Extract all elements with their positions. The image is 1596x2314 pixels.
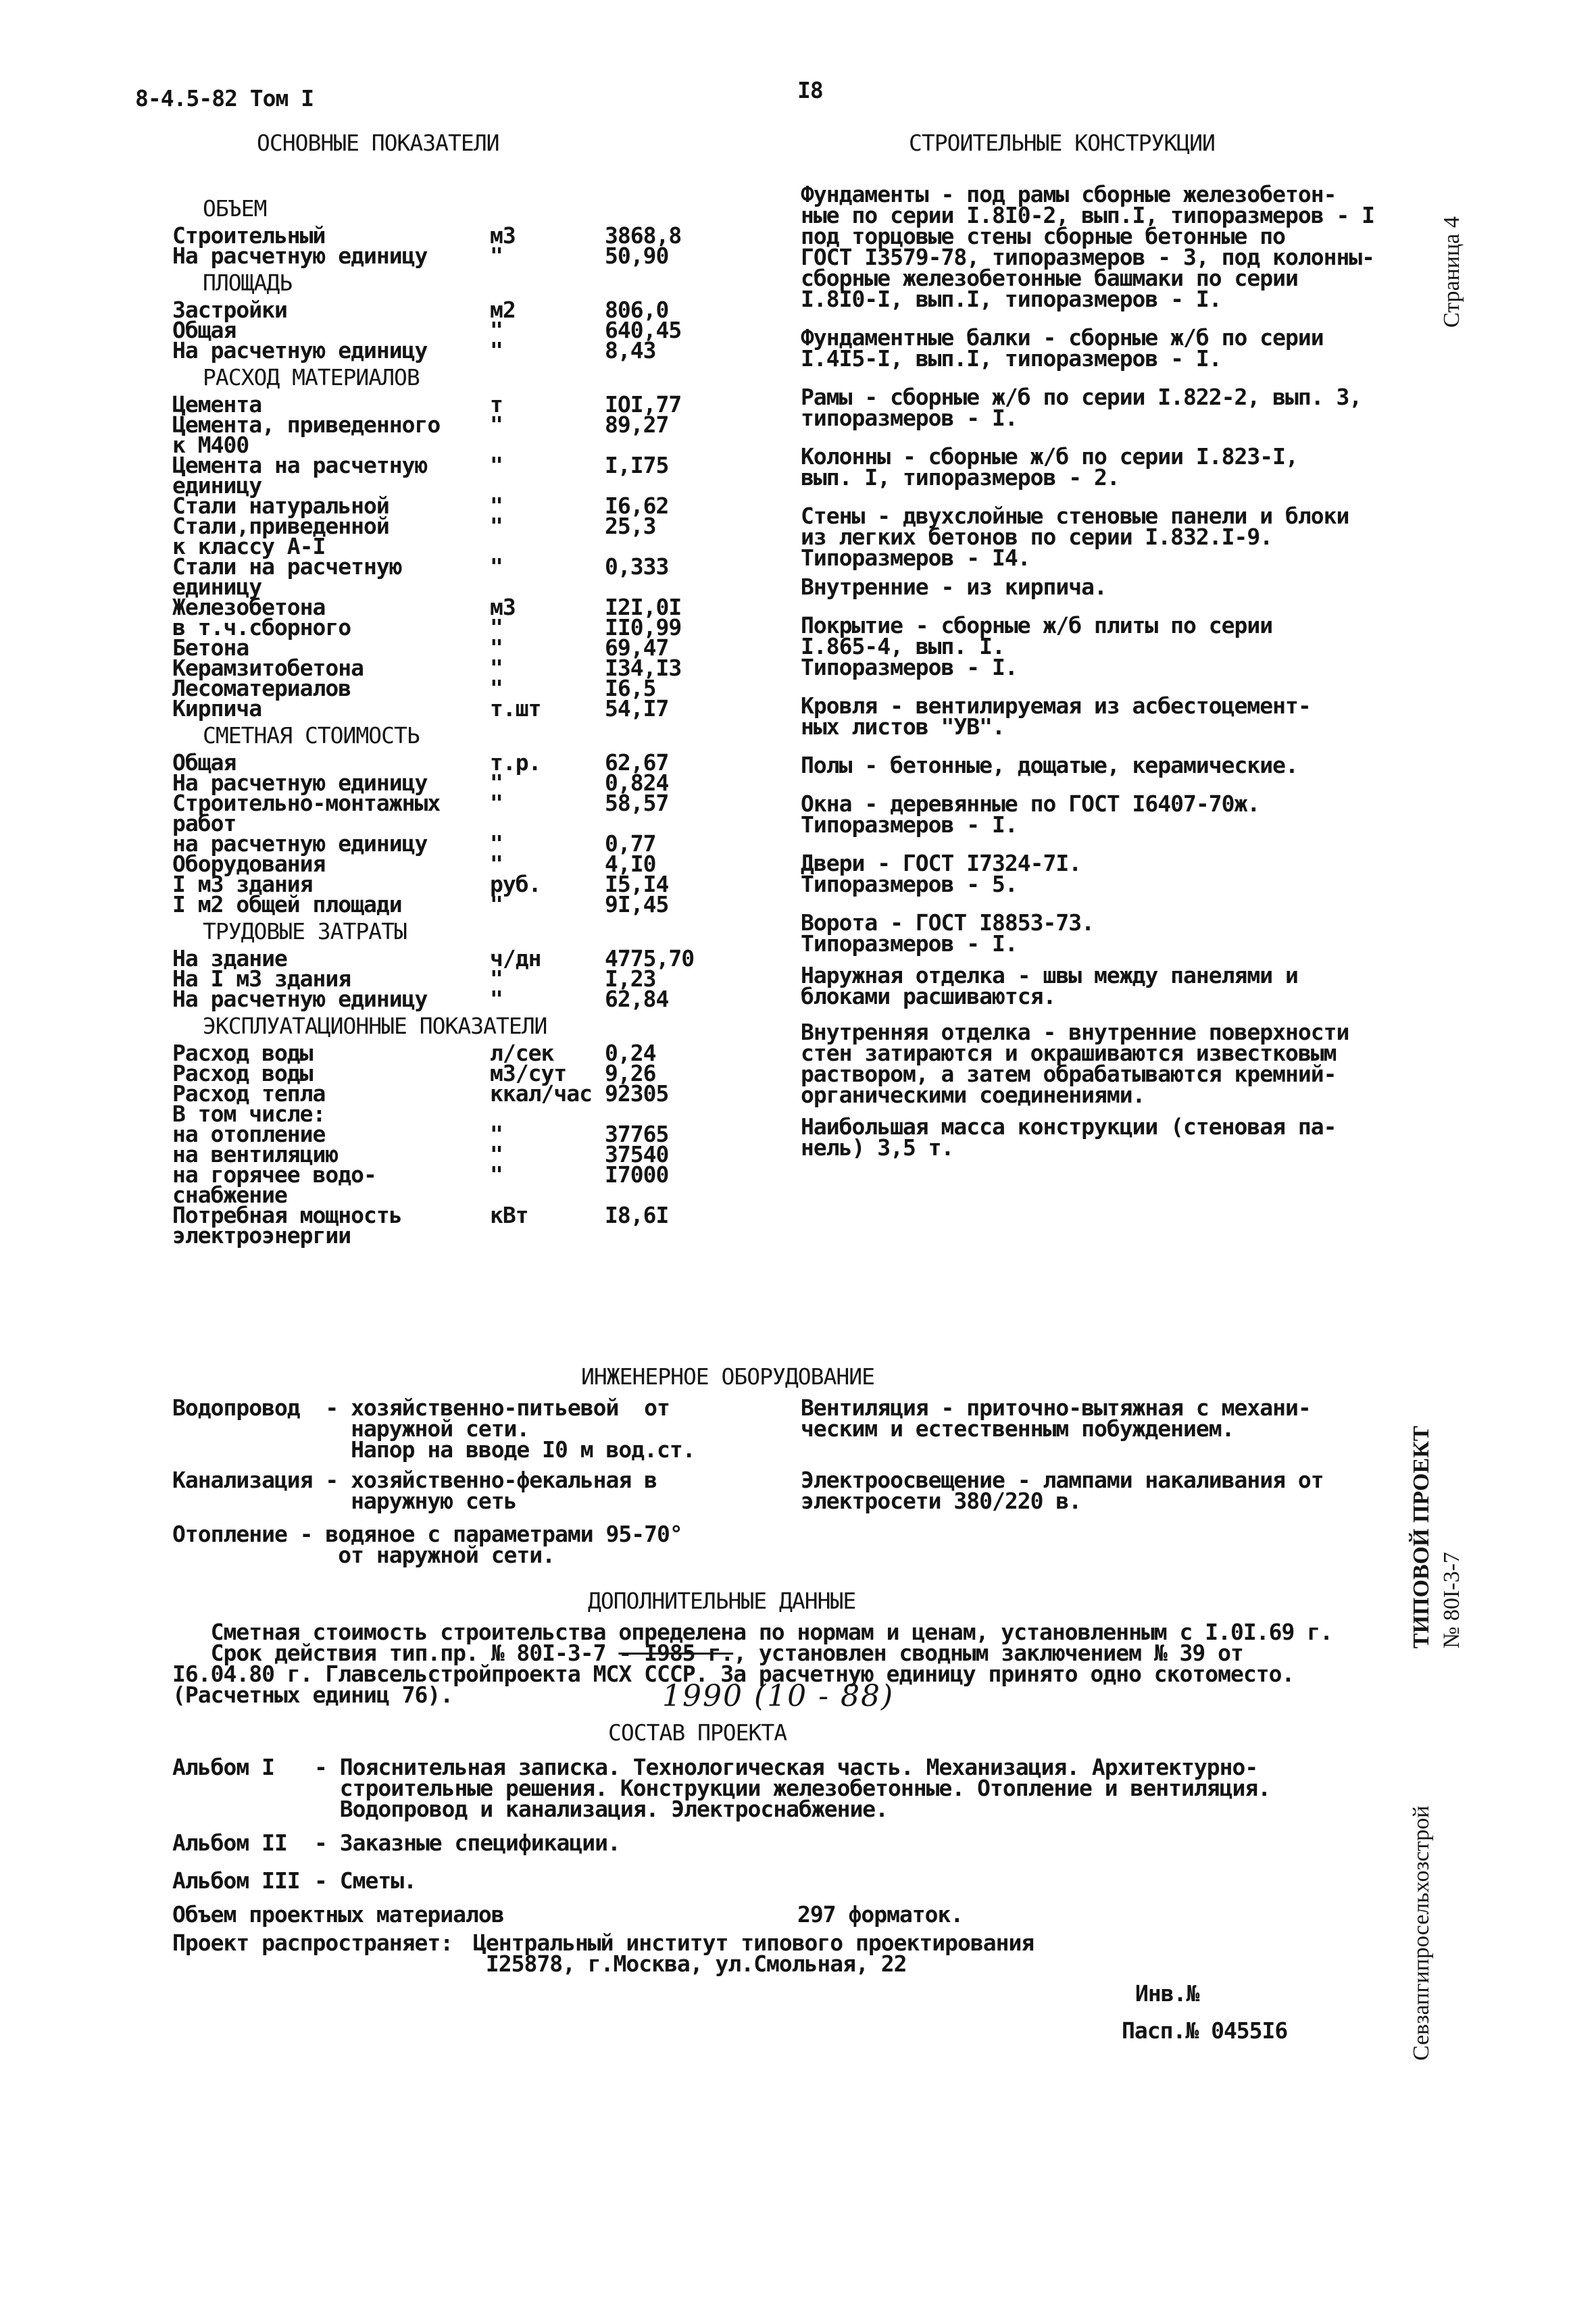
album-2-name: Альбом II — [172, 1830, 287, 1856]
indicator-unit: т.шт — [490, 695, 541, 722]
indicator-label: Оборудования — [172, 851, 326, 877]
indicator-row — [172, 557, 694, 597]
constructions-list — [801, 181, 1409, 1161]
indicator-unit: " — [490, 411, 503, 438]
indicator-value: 62,84 — [605, 986, 669, 1012]
additional-line-1: Сметная стоимость строительства определена по нормам и ценам, установленным с I.0I.69 г. — [172, 1619, 1332, 1645]
indicator-unit: " — [490, 770, 503, 796]
indicator-row — [172, 793, 694, 834]
indicator-row — [172, 1205, 694, 1246]
indicator-unit: " — [490, 851, 503, 877]
indicator-label: Лесоматериалов — [172, 675, 351, 701]
margin-page-label: Страница 4 — [1439, 216, 1464, 328]
indicator-value: 806,0 — [605, 297, 669, 323]
indicator-unit: м3 — [490, 222, 516, 249]
indicator-label: на отопление — [172, 1121, 326, 1147]
indicator-label: Кирпича — [172, 695, 262, 722]
indicator-value: 54,I7 — [605, 695, 669, 722]
indicator-value: 640,45 — [605, 317, 682, 343]
indicator-value: 8,43 — [605, 337, 656, 363]
section-heading: СМЕТНАЯ СТОИМОСТЬ — [203, 722, 420, 749]
indicator-label: Цемента на расчетную единицу — [172, 452, 428, 499]
document-code: 8-4.5-82 Том I — [135, 85, 314, 111]
additional-title: ДОПОЛНИТЕЛЬНЫЕ ДАННЫЕ — [588, 1588, 856, 1614]
eng-sewerage: Канализация - хозяйственно-фекальная в наружную сеть — [172, 1467, 657, 1514]
construction-item: Фундаменты - под рамы сборные железобетон- ные по серии I.8I0-2, вып.I, типоразмеров - I под торцовые стены сборные бетонные по ГОСТ I3579-78, типоразмеров - 3, под колонны- сборные железобетонные башмаки по серии I.8I0-I, вып.I, типоразмеров - I. — [801, 181, 1375, 312]
indicator-unit: " — [490, 317, 503, 343]
indicator-value: I2I,0I — [605, 594, 682, 620]
indicator-label: I м2 общей площади — [172, 891, 402, 917]
indicator-label: На здание — [172, 945, 287, 972]
indicator-value: 69,47 — [605, 634, 669, 661]
indicator-value: 92305 — [605, 1080, 669, 1107]
indicator-label: На расчетную единицу — [172, 986, 428, 1012]
engineering-title: ИНЖЕНЕРНОЕ ОБОРУДОВАНИЕ — [581, 1363, 874, 1390]
volume-label: Объем проектных материалов — [172, 1901, 504, 1928]
construction-item: Стены - двухслойные стеновые панели и блоки из легких бетонов по серии I.832.I-9. Типоразмеров - I4. — [801, 503, 1349, 571]
distributor-label: Проект распространяет: — [172, 1930, 453, 1956]
indicator-value: I34,I3 — [605, 655, 682, 681]
indicator-label: Цемента — [172, 391, 262, 418]
volume-value: 297 форматок. — [797, 1901, 964, 1928]
section-heading: ПЛОЩАДЬ — [203, 270, 293, 296]
indicator-value: I7000 — [605, 1161, 669, 1188]
indicators-section-heading — [172, 1009, 694, 1043]
construction-item: Полы - бетонные, дощатые, керамические. — [801, 752, 1298, 778]
indicator-value: 3868,8 — [605, 222, 682, 249]
indicator-unit: " — [490, 634, 503, 661]
indicator-label: на вентиляцию — [172, 1141, 339, 1167]
indicator-value: I6,62 — [605, 493, 669, 519]
indicator-unit: " — [490, 452, 503, 478]
indicator-unit: л/сек — [490, 1040, 554, 1066]
indicator-value: 62,67 — [605, 749, 669, 776]
section-heading: РАСХОД МАТЕРИАЛОВ — [203, 364, 420, 391]
construction-item: Покрытие - сборные ж/б плиты по серии I.865-4, вып. I. Типоразмеров - I. — [801, 612, 1273, 680]
indicator-label: На расчетную единицу — [172, 337, 428, 363]
indicator-row — [172, 895, 694, 915]
eng-heating: Отопление - водяное с параметрами 95-70° от наружной сети. — [172, 1521, 682, 1568]
construction-item: Наибольшая масса конструкции (стеновая па- нель) 3,5 т. — [801, 1113, 1337, 1161]
indicator-value: 0,333 — [605, 553, 669, 580]
indicator-label: Стали натуральной — [172, 493, 389, 519]
indicator-unit: " — [490, 790, 503, 816]
indicator-value: I8,6I — [605, 1202, 669, 1228]
indicator-label: Цемента, приведенного к М400 — [172, 411, 441, 458]
construction-item: Окна - деревянные по ГОСТ I6407-70ж. Типоразмеров - I. — [801, 790, 1260, 838]
eng-lighting: Электроосвещение - лампами накаливания от электросети 380/220 в. — [801, 1467, 1324, 1514]
indicator-value: 37540 — [605, 1141, 669, 1167]
album-3-text: - Сметы. — [314, 1867, 416, 1894]
margin-organization: Севзапгипросельхозстрой — [1409, 1805, 1434, 2061]
margin-project-type: ТИПОВОЙ ПРОЕКТ — [1409, 1426, 1434, 1649]
handwritten-note: 1990 (10 - 88) — [662, 1679, 895, 1713]
indicators-table — [172, 192, 695, 1249]
indicator-unit: ккал/час — [490, 1080, 592, 1107]
indicator-unit: руб. — [490, 871, 541, 897]
construction-item: Внутренние - из кирпича. — [801, 574, 1107, 600]
indicator-value: 4775,70 — [605, 945, 695, 972]
indicator-unit: " — [490, 1141, 503, 1167]
indicator-unit: " — [490, 986, 503, 1012]
indicator-value: I,23 — [605, 965, 656, 992]
indicators-title: ОСНОВНЫЕ ПОКАЗАТЕЛИ — [257, 130, 499, 156]
indicator-label: на расчетную единицу — [172, 830, 428, 857]
indicators-section-heading — [172, 361, 694, 395]
indicator-unit: " — [490, 830, 503, 857]
construction-item: Кровля - вентилируемая из асбестоцемент- ных листов "УВ". — [801, 693, 1311, 740]
indicator-label: на горячее водо- снабжение — [172, 1161, 376, 1208]
indicator-label: I м3 здания — [172, 871, 313, 897]
indicator-label: В том числе: — [172, 1101, 326, 1127]
indicator-label: На расчетную единицу — [172, 243, 428, 269]
indicator-unit: " — [490, 337, 503, 363]
inventory-number: Инв.№ — [1135, 1980, 1199, 2007]
additional-line-4: (Расчетных единиц 76). — [172, 1682, 453, 1708]
indicator-label: Стали на расчетную единицу — [172, 553, 402, 600]
album-3-name: Альбом III — [172, 1867, 300, 1894]
indicator-unit: " — [490, 493, 503, 519]
composition-title: СОСТАВ ПРОЕКТА — [608, 1719, 787, 1746]
indicator-label: Строительно-монтажных работ — [172, 790, 441, 836]
indicators-section-heading — [172, 719, 694, 753]
indicator-value: 0,824 — [605, 770, 669, 796]
indicator-unit: т.р. — [490, 749, 541, 776]
indicator-value: 50,90 — [605, 243, 669, 269]
section-heading: ЭКСПЛУАТАЦИОННЫЕ ПОКАЗАТЕЛИ — [203, 1013, 547, 1039]
indicator-value: I6,5 — [605, 675, 656, 701]
indicator-unit: " — [490, 513, 503, 539]
distributor-address: Центральный институт типового проектирования I25878, г.Москва, ул.Смольная, 22 — [473, 1930, 1034, 1977]
indicators-section-heading — [172, 192, 694, 226]
indicator-value: 37765 — [605, 1121, 669, 1147]
indicator-label: Железобетона — [172, 594, 326, 620]
indicators-section-heading — [172, 266, 694, 300]
indicator-label: Общая — [172, 317, 236, 343]
indicator-unit: " — [490, 891, 503, 917]
indicator-row — [172, 516, 694, 557]
indicator-unit: " — [490, 553, 503, 580]
additional-line-3: I6.04.80 г. Главсельстройпроекта МСХ СССР. За расчетную единицу принято одно скотоместо. — [172, 1661, 1295, 1687]
indicator-label: Потребная мощность электроэнергии — [172, 1202, 402, 1249]
indicator-label: Стали,приведенной к классу А-I — [172, 513, 389, 559]
indicator-row — [172, 415, 694, 455]
indicator-label: Расход воды — [172, 1060, 313, 1086]
indicator-label: На расчетную единицу — [172, 770, 428, 796]
indicator-unit: м3 — [490, 594, 516, 620]
indicator-unit: м3/сут — [490, 1060, 567, 1086]
indicator-unit: кВт — [490, 1202, 528, 1228]
indicator-label: Керамзитобетона — [172, 655, 364, 681]
section-heading: ОБЪЕМ — [203, 195, 267, 222]
indicator-value: 9,26 — [605, 1060, 656, 1086]
indicator-row — [172, 699, 694, 719]
indicator-value: I5,I4 — [605, 871, 669, 897]
indicator-value: II0,99 — [605, 614, 682, 640]
construction-item: Фундаментные балки - сборные ж/б по серии I.4I5-I, вып.I, типоразмеров - I. — [801, 324, 1324, 372]
indicator-unit: " — [490, 1161, 503, 1188]
indicator-label: Строительный — [172, 222, 326, 249]
indicator-unit: " — [490, 965, 503, 992]
constructions-title: СТРОИТЕЛЬНЫЕ КОНСТРУКЦИИ — [909, 130, 1215, 156]
indicators-section-heading — [172, 915, 694, 949]
indicator-value: 89,27 — [605, 411, 669, 438]
eng-water-supply: Водопровод - хозяйственно-питьевой от наружной сети. Напор на вводе I0 м вод.ст. — [172, 1394, 695, 1463]
construction-item: Внутренняя отделка - внутренние поверхности стен затираются и окрашиваются известковым раствором, а затем обрабатываются кремний- органическими соединениями. — [801, 1019, 1349, 1108]
indicator-unit: ч/дн — [490, 945, 541, 972]
construction-item: Колонны - сборные ж/б по серии I.823-I, вып. I, типоразмеров - 2. — [801, 443, 1298, 491]
construction-item: Двери - ГОСТ I7324-7I. Типоразмеров - 5. — [801, 850, 1082, 897]
construction-item: Наружная отделка - швы между панелями и блоками расшиваются. — [801, 962, 1298, 1009]
album-1-name: Альбом I — [172, 1754, 274, 1780]
indicator-row — [172, 1165, 694, 1205]
indicator-label: Расход тепла — [172, 1080, 326, 1107]
indicator-value: 58,57 — [605, 790, 669, 816]
construction-item: Рамы - сборные ж/б по серии I.822-2, вып. 3, типоразмеров - I. — [801, 384, 1362, 431]
album-2-text: - Заказные спецификации. — [314, 1830, 620, 1856]
indicator-unit: т — [490, 391, 503, 418]
eng-ventilation: Вентиляция - приточно-вытяжная с механи- ческим и естественным побуждением. — [801, 1394, 1311, 1442]
margin-project-number: № 80I-3-7 — [1439, 1552, 1464, 1649]
indicator-unit: " — [490, 243, 503, 269]
indicator-label: Застройки — [172, 297, 287, 323]
indicator-row — [172, 455, 694, 496]
indicator-unit: " — [490, 675, 503, 701]
indicator-label: На I м3 здания — [172, 965, 351, 992]
indicator-value: IOI,77 — [605, 391, 682, 418]
additional-line-2: Срок действия тип.пр. № 80I-3-7 - I985 г., установлен сводным заключением № 39 от — [172, 1640, 1243, 1666]
indicator-value: 9I,45 — [605, 891, 669, 917]
indicator-label: в т.ч.сборного — [172, 614, 351, 640]
indicator-value: 0,77 — [605, 830, 656, 857]
construction-item: Ворота - ГОСТ I8853-73. Типоразмеров - I. — [801, 909, 1094, 957]
page-number: I8 — [797, 77, 823, 103]
indicator-value: 25,3 — [605, 513, 656, 539]
indicator-value: 4,I0 — [605, 851, 656, 877]
indicator-label: Расход воды — [172, 1040, 313, 1066]
indicator-unit: " — [490, 655, 503, 681]
indicator-label: Бетона — [172, 634, 249, 661]
indicator-unit: м2 — [490, 297, 516, 323]
indicator-row — [172, 246, 694, 266]
indicator-label: Общая — [172, 749, 236, 776]
indicator-row — [172, 989, 694, 1009]
section-heading: ТРУДОВЫЕ ЗАТРАТЫ — [203, 918, 407, 945]
passport-number: Пасп.№ 0455I6 — [1122, 2017, 1288, 2044]
indicator-row — [172, 341, 694, 361]
indicator-value: I,I75 — [605, 452, 669, 478]
indicator-unit: " — [490, 614, 503, 640]
album-1-text: - Пояснительная записка. Технологическая часть. Механизация. Архитектурно- строительные решения. Конструкции железобетонные. Отопление и вентиляция. Водопровод и канализация. Электроснабжение. — [314, 1754, 1271, 1822]
indicator-unit: " — [490, 1121, 503, 1147]
indicator-value: 0,24 — [605, 1040, 656, 1066]
